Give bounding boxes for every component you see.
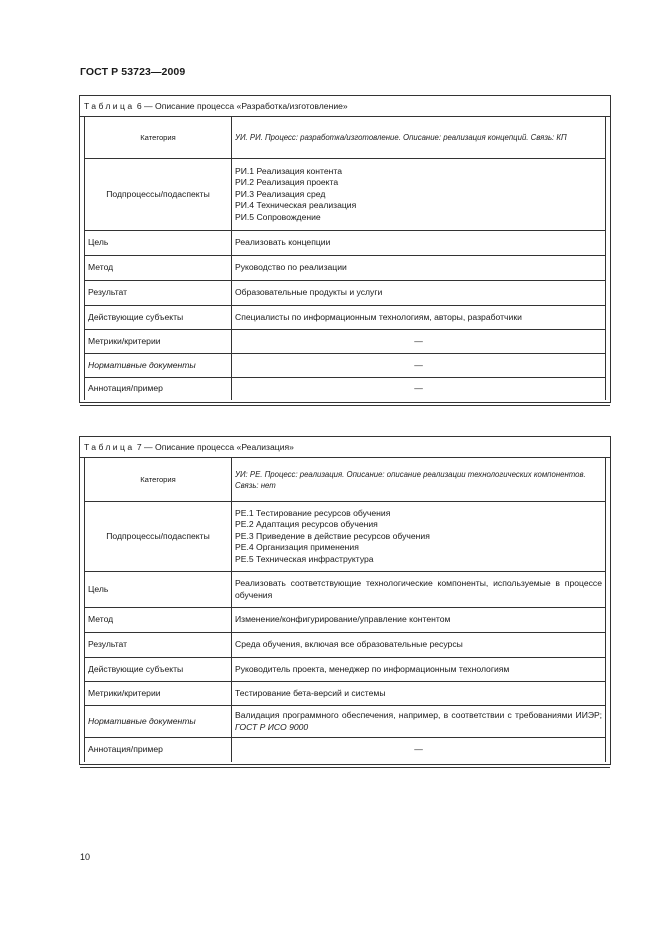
table-7 bbox=[79, 436, 611, 765]
category-value: УИ. РИ. Процесс: разработка/изготовление. Описание: реализация концепций. Связь: КП bbox=[235, 133, 567, 142]
category-label: Категория bbox=[85, 458, 232, 501]
row-label: Цель bbox=[85, 572, 232, 607]
table-row bbox=[85, 682, 605, 706]
table-body bbox=[84, 458, 606, 762]
table-row bbox=[85, 281, 605, 306]
table-row bbox=[85, 256, 605, 281]
table-row bbox=[85, 306, 605, 330]
row-value: Среда обучения, включая все образовательные ресурсы bbox=[235, 639, 463, 650]
row-label: Результат bbox=[85, 281, 232, 305]
row-value: — bbox=[414, 383, 423, 394]
table-row bbox=[85, 633, 605, 658]
row-label: Аннотация/пример bbox=[85, 738, 232, 762]
subprocess-list bbox=[232, 159, 605, 230]
row-label: Метод bbox=[85, 608, 232, 632]
row-label: Аннотация/пример bbox=[85, 378, 232, 400]
row-value: — bbox=[414, 335, 423, 346]
table-caption: Таблица 6 — Описание процесса «Разработка/изготовление» bbox=[80, 96, 610, 117]
table-row bbox=[85, 658, 605, 682]
list-item: РИ.1 Реализация контента bbox=[235, 165, 343, 176]
list-item: РЕ.2 Адаптация ресурсов обучения bbox=[235, 519, 378, 530]
table-row bbox=[85, 738, 605, 762]
table-row bbox=[85, 502, 605, 572]
row-value: Изменение/конфигурирование/управление контентом bbox=[235, 614, 451, 625]
row-value: Валидация программного обеспечения, например, в соответствии с требованиями ИИЭР; ГОСТ Р ИСО 9000 bbox=[235, 710, 602, 732]
subprocess-label: Подпроцессы/подаспекты bbox=[85, 159, 232, 230]
list-item: РЕ.3 Приведение в действие ресурсов обучения bbox=[235, 530, 430, 541]
category-label: Категория bbox=[85, 117, 232, 158]
table-row bbox=[85, 231, 605, 256]
row-label: Действующие субъекты bbox=[85, 306, 232, 329]
list-item: РЕ.4 Организация применения bbox=[235, 542, 359, 553]
document-id: ГОСТ Р 53723—2009 bbox=[80, 66, 186, 78]
table-row bbox=[85, 159, 605, 231]
table-row bbox=[85, 608, 605, 633]
row-label: Метрики/критерии bbox=[85, 682, 232, 705]
row-label: Цель bbox=[85, 231, 232, 255]
row-value: — bbox=[414, 744, 423, 755]
row-label: Метрики/критерии bbox=[85, 330, 232, 353]
row-label: Нормативные документы bbox=[85, 706, 232, 737]
row-label: Результат bbox=[85, 633, 232, 657]
row-value: Руководство по реализации bbox=[235, 262, 347, 273]
row-label: Метод bbox=[85, 256, 232, 280]
list-item: РИ.3 Реализация сред bbox=[235, 188, 326, 199]
table-row bbox=[85, 458, 605, 502]
table-row bbox=[85, 706, 605, 738]
list-item: РИ.4 Техническая реализация bbox=[235, 200, 357, 211]
subprocess-list bbox=[232, 502, 605, 571]
list-item: РЕ.1 Тестирование ресурсов обучения bbox=[235, 507, 391, 518]
row-value: Реализовать концепции bbox=[235, 237, 331, 248]
table-6 bbox=[79, 95, 611, 403]
table-row bbox=[85, 330, 605, 354]
row-value: Руководитель проекта, менеджер по информационным технологиям bbox=[235, 663, 510, 674]
table-row bbox=[85, 117, 605, 159]
list-item: РИ.5 Сопровождение bbox=[235, 211, 321, 222]
list-item: РЕ.5 Техническая инфраструктура bbox=[235, 553, 374, 564]
row-value: Специалисты по информационным технологиям, авторы, разработчики bbox=[235, 311, 522, 322]
table-row bbox=[85, 378, 605, 400]
row-label: Нормативные документы bbox=[85, 354, 232, 377]
page-number: 10 bbox=[80, 852, 91, 862]
table-body bbox=[84, 117, 606, 400]
table-row bbox=[85, 572, 605, 608]
row-label: Действующие субъекты bbox=[85, 658, 232, 681]
row-value: Образовательные продукты и услуги bbox=[235, 287, 383, 298]
row-value: Реализовать соответствующие технологические компоненты, используемые в процессе обучения bbox=[235, 578, 602, 600]
row-value: — bbox=[414, 359, 423, 370]
list-item: РИ.2 Реализация проекта bbox=[235, 177, 339, 188]
table-row bbox=[85, 354, 605, 378]
row-value: Тестирование бета-версий и системы bbox=[235, 687, 386, 698]
table-caption: Таблица 7 — Описание процесса «Реализация» bbox=[80, 437, 610, 458]
category-value: УИ: РЕ. Процесс: реализация. Описание: описание реализации технологических компонентов. Связь: нет bbox=[235, 469, 586, 490]
subprocess-label: Подпроцессы/подаспекты bbox=[85, 502, 232, 571]
